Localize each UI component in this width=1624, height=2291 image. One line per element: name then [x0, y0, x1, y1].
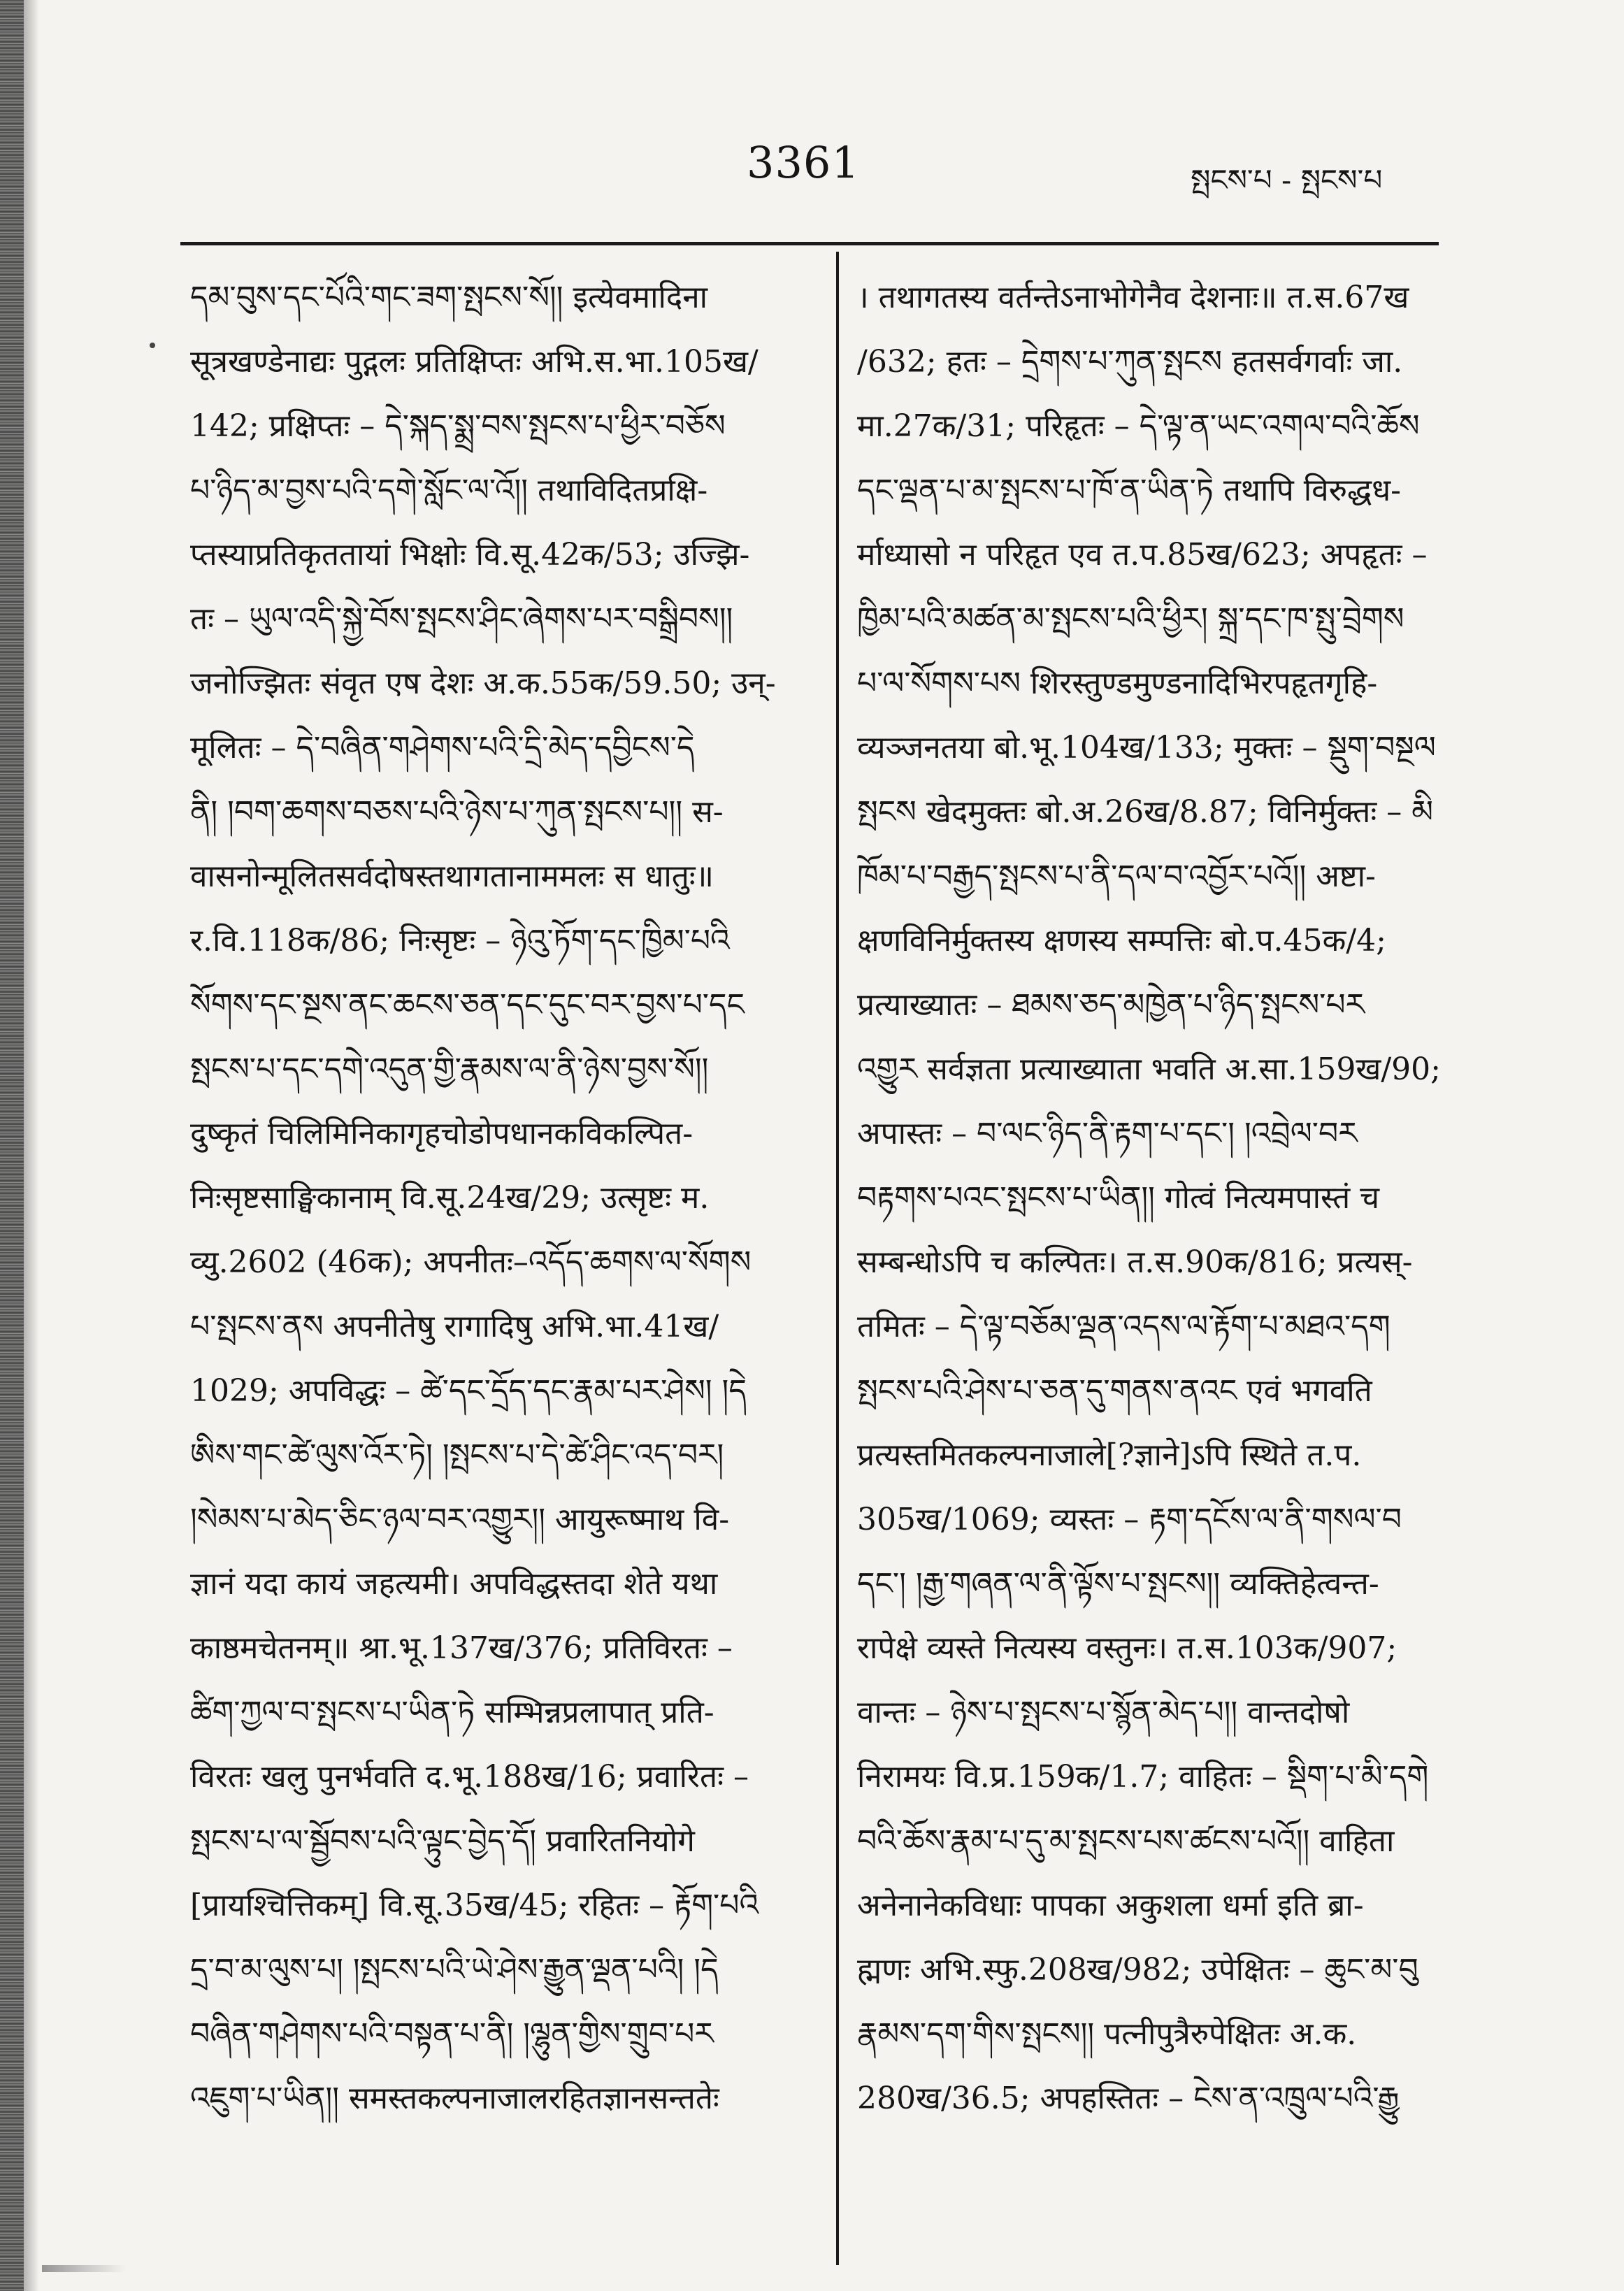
text-line: र्माध्यासो न परिहृत एव त.प.85ख/623; अपहृतः – [857, 537, 1428, 573]
text-line: र.वि.118क/86; निःसृष्टः – ཉེའུ་ཏོག་དང་ཁྱིམ་པའི [190, 923, 730, 958]
left-column [190, 266, 816, 2131]
text-line: སྤངས खेदमुक्तः बो.अ.26ख/8.87; विनिर्मुक्तः – མི [857, 794, 1434, 830]
text-line: /632; हतः – དྲེགས་པ་ཀུན་སྤངས हतसर्वगर्वाः जा. [857, 344, 1403, 380]
text-line: तः – ཡུལ་འདི་སྐྱེ་བོས་སྤངས་ཤིང་ཞེགས་པར་བསྒྲིབས།། [190, 601, 733, 637]
scan-smudge [42, 2265, 126, 2272]
text-line: 305ख/1069; व्यस्तः – རྟག་དངོས་ལ་ནི་གསལ་བ [857, 1502, 1402, 1537]
text-line: འགྱུར सर्वज्ञता प्रत्याख्याता भवति अ.सा.159ख/90; [857, 1051, 1441, 1087]
text-line: །སེམས་པ་མེད་ཅིང་ཉལ་བར་འགྱུར།། आयुरूष्माथ वि- [190, 1502, 730, 1537]
text-line: रापेक्षे व्यस्ते नित्यस्य वस्तुनः। त.स.103क/907; [857, 1630, 1397, 1666]
right-column [857, 266, 1444, 2131]
text-line: व्यञ्जनतया बो.भू.104ख/133; मुक्तः – སྡུག་བསྔལ [857, 730, 1436, 766]
text-line: དྲ་བ་མ་ལུས་པ། །སྤངས་པའི་ཡེ་ཤེས་རྒྱུན་ལྡན་པའི། །དེ [190, 1952, 719, 1988]
text-line: अपास्तः – བ་ལང་ཉིད་ནི་རྟག་པ་དང་། །འབྲེལ་བར [857, 1116, 1358, 1151]
text-line: मूलितः – དེ་བཞིན་གཤེགས་པའི་དྲི་མེད་དབྱིངས་དེ [190, 730, 695, 766]
text-line: ཚིག་ཀྱལ་བ་སྤངས་པ་ཡིན་ཏེ सम्भिन्नप्रलापात् प्रति- [190, 1695, 714, 1730]
page-number: 3361 [747, 137, 860, 188]
text-line: दुष्कृतं चिलिमिनिकागृहचोडोपधानकविकल्पित- [190, 1116, 694, 1151]
text-line: सम्बन्धोऽपि च कल्पितः। त.स.90क/816; प्रत्यस्- [857, 1244, 1413, 1280]
text-line: 1029; अपविद्धः – ཚེ་དང་དྲོད་དང་རྣམ་པར་ཤེས། །དེ [190, 1373, 747, 1409]
text-line: प्रत्याख्यातः – ཐམས་ཅད་མཁྱེན་པ་ཉིད་སྤངས་པར [857, 987, 1365, 1023]
text-line: 280ख/36.5; अपहस्तितः – ངེས་ན་འཁྲུལ་པའི་རྒྱུ [857, 2081, 1400, 2116]
text-line: निरामयः वि.प्र.159क/1.7; वाहितः – སྡིག་པ་མི་དགེ [857, 1759, 1429, 1795]
text-line: प्रत्यस्तमितकल्पनाजाले[?ज्ञाने]ऽपि स्थिते त.प. [857, 1437, 1362, 1473]
text-line: པ་སྤངས་ནས अपनीतेषु रागादिषु अभि.भा.41ख/ [190, 1309, 719, 1344]
text-line: སྤངས་པའི་ཤེས་པ་ཅན་དུ་གནས་ནའང एवं भगवति [857, 1373, 1372, 1409]
text-line: པ་ལ་སོགས་པས शिरस्तुण्डमुण्डनादिभिरपहृतगृहि- [857, 666, 1378, 701]
text-line: འཇུག་པ་ཡིན།། समस्तकल्पनाजालरहितज्ञानसन्ततेः [190, 2081, 719, 2116]
text-line: སྤངས་པ་དང་དགེ་འདུན་གྱི་རྣམས་ལ་ནི་ཉེས་བྱས་སོ།། [190, 1051, 709, 1087]
text-line: སྤངས་པ་ལ་སྦྱོབས་པའི་ལྟུང་བྱེད་དོ། प्रवारितनियोगे [190, 1823, 695, 1859]
text-line: व्यु.2602 (46क); अपनीतः–འདོད་ཆགས་ལ་སོགས [190, 1244, 752, 1280]
text-line: རྣམས་དག་གིས་སྤངས།། पत्नीपुत्रैरुपेक्षितः अ.क. [857, 2016, 1357, 2052]
text-line: मा.27क/31; परिहृतः – དེ་ལྟ་ན་ཡང་འགལ་བའི་ཆོས [857, 408, 1420, 444]
header-rule [180, 242, 1439, 245]
text-line: སོགས་དང་སྔས་ནང་ཆངས་ཅན་དང་དུང་བར་བྱས་པ་དང [190, 987, 745, 1023]
text-line: དང་ལྡན་པ་མ་སྤངས་པ་ཁོ་ན་ཡིན་ཏེ तथापि विरुद्धध- [857, 473, 1402, 508]
text-line: तमितः – དེ་ལྟ་བཅོམ་ལྡན་འདས་ལ་རྟོག་པ་མཐའ་དག [857, 1309, 1391, 1344]
text-line: वासनोन्मूलितसर्वदोषस्तथागतानाममलः स धातुः॥ [190, 859, 714, 894]
text-line: निःसृष्टसाङ्घिकानाम् वि.सू.24ख/29; उत्सृष्टः म. [190, 1180, 710, 1216]
text-line: क्षणविनिर्मुक्तस्य क्षणस्य सम्पत्तिः बो.प.45क/4; [857, 923, 1386, 958]
text-line: काष्ठमचेतनम्॥ श्रा.भू.137ख/376; प्रतिविरतः – [190, 1630, 733, 1666]
binding-shadow [24, 0, 39, 2291]
text-line: བཞིན་གཤེགས་པའི་བསྟན་པ་ནི། །ལྷུན་གྱིས་གྲུབ་པར [190, 2016, 714, 2052]
text-line: अनेनानेकविधाः पापका अकुशला धर्मा इति ब्रा- [857, 1888, 1364, 1923]
text-line: ज्ञानं यदा कायं जहत्यमी। अपविद्धस्तदा शेते यथा [190, 1566, 718, 1602]
text-line: ह्मणः अभि.स्फु.208ख/982; उपेक्षितः – ཆུང་མ་བུ [857, 1952, 1418, 1988]
text-line: सूत्रखण्डेनाद्यः पुद्गलः प्रतिक्षिप्तः अभि.स.भा.105ख/ [190, 344, 759, 380]
book-binding-edge [0, 0, 24, 2291]
running-head: སྤངས་པ - སྤངས་པ [1191, 163, 1383, 197]
margin-speck [150, 343, 155, 348]
text-line: जनोज्झितः संवृत एष देशः अ.क.55क/59.50; उन्- [190, 666, 776, 701]
text-line: ཁྱིམ་པའི་མཚན་མ་སྤངས་པའི་ཕྱིར། སྐྲ་དང་ཁ་སྤུ་བྲེགས [857, 601, 1404, 637]
text-line: प्तस्याप्रतिकृततायां भिक्षोः वि.सू.42क/53; उज्झि- [190, 537, 750, 573]
text-line: । तथागतस्य वर्तन्तेऽनाभोगेनैव देशनाः॥ त.स.67ख [857, 280, 1409, 315]
text-line: ཁོམ་པ་བརྒྱད་སྤངས་པ་ནི་དལ་བ་འབྱོར་པའོ།། अष्टा- [857, 859, 1376, 894]
text-line: དང་། །རྒྱ་གཞན་ལ་ནི་ལྟོས་པ་སྤངས།། व्यक्तिहेत्वन्त- [857, 1566, 1379, 1602]
text-line: བརྟགས་པའང་སྤངས་པ་ཡིན།། गोत्वं नित्यमपास्तं च [857, 1180, 1380, 1216]
text-line: [प्रायश्चित्तिकम्] वि.सू.35ख/45; रहितः – རྟོག་པའི [190, 1888, 759, 1923]
text-line: 142; प्रक्षिप्तः – དེ་སྐད་སྨྲ་བས་སྤངས་པ་ཕྱིར་བཅོས [190, 408, 726, 444]
text-line: ཨིས་གང་ཚེ་ལུས་འོར་ཏེ། །སྤངས་པ་དེ་ཚེ་ཤིང་འད་བར། [190, 1437, 724, 1473]
text-line: विरतः खलु पुनर्भवति द.भू.188ख/16; प्रवारितः – [190, 1759, 749, 1795]
text-line: པ་ཉིད་མ་བྱས་པའི་དགེ་སློང་ལ་འོ།། तथाविदितप्रक्षि- [190, 473, 708, 508]
text-line: ནི། །བག་ཆགས་བཅས་པའི་ཉེས་པ་ཀུན་སྤངས་པ།། स- [190, 794, 724, 830]
text-line: वान्तः – ཉེས་པ་སྤངས་པ་སྙོན་མེད་པ།། वान्तदोषो [857, 1695, 1350, 1730]
text-line: དམ་བུས་དང་པོའི་གང་ཟག་སྤངས་སོ།། इत्येवमादिना [190, 280, 708, 315]
text-line: བའི་ཆོས་རྣམ་པ་དུ་མ་སྤངས་པས་ཚངས་པའོ།། वाहिता [857, 1823, 1395, 1859]
column-divider [836, 252, 839, 2265]
